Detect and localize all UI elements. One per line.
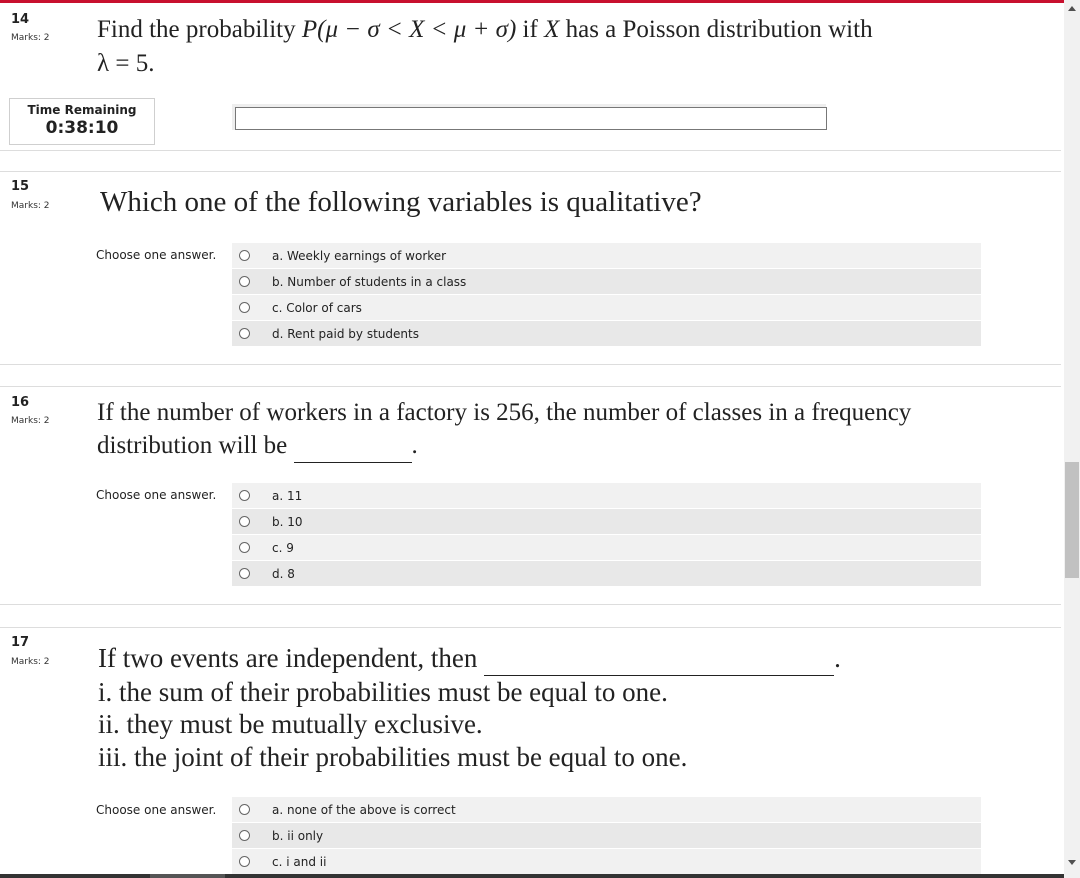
answer-option[interactable]	[232, 321, 981, 346]
option-label: c. Color of cars	[272, 300, 362, 315]
answer-option[interactable]	[232, 269, 981, 294]
answer-input[interactable]	[235, 107, 827, 130]
radio-button[interactable]	[239, 516, 250, 527]
answer-options	[232, 797, 981, 875]
radio-button[interactable]	[239, 804, 250, 815]
option-label: c. 9	[272, 540, 294, 555]
question-number: 16	[11, 395, 30, 410]
question-number: 14	[11, 12, 30, 27]
statement-ii: ii. they must be mutually exclusive.	[98, 709, 483, 739]
divider	[0, 171, 1061, 172]
option-label: b. 10	[272, 514, 303, 529]
option-label: a. none of the above is correct	[272, 802, 456, 817]
radio-button[interactable]	[239, 302, 250, 313]
choose-one-label: Choose one answer.	[96, 488, 217, 502]
answer-option[interactable]	[232, 797, 981, 822]
vertical-scrollbar[interactable]	[1064, 0, 1080, 878]
choose-one-label: Choose one answer.	[96, 248, 217, 262]
radio-button[interactable]	[239, 276, 250, 287]
option-label: d. Rent paid by students	[272, 326, 419, 341]
question-number: 15	[11, 179, 30, 194]
statement-i: i. the sum of their probabilities must be equal to one.	[98, 676, 668, 707]
radio-button[interactable]	[239, 830, 250, 841]
question-text-line: distribution will be	[97, 432, 288, 459]
question-text-part: if	[516, 16, 545, 43]
question-marks: Marks: 2	[11, 657, 50, 667]
horizontal-scrollbar-thumb[interactable]	[150, 874, 225, 878]
question-marks: Marks: 2	[11, 416, 50, 426]
answer-option[interactable]	[232, 243, 981, 268]
variable-x: X	[544, 16, 560, 43]
answer-option[interactable]	[232, 823, 981, 848]
top-accent-bar	[0, 0, 1064, 3]
question-text-line: If two events are independent, then	[98, 643, 478, 673]
divider	[0, 150, 1061, 151]
statement-iii: iii. the joint of their probabilities must be equal to one.	[98, 741, 688, 772]
question-marks: Marks: 2	[11, 201, 50, 211]
divider	[0, 627, 1061, 628]
question-text-punct: .	[411, 432, 418, 459]
option-label: d. 8	[272, 566, 295, 581]
divider	[0, 386, 1061, 387]
choose-one-label: Choose one answer.	[96, 803, 217, 817]
question-text	[97, 396, 997, 463]
fill-in-blank	[294, 429, 412, 463]
answer-options	[232, 483, 981, 587]
question-text	[97, 13, 873, 81]
time-remaining-box	[9, 98, 155, 145]
question-marks: Marks: 2	[11, 33, 50, 43]
option-label: b. Number of students in a class	[272, 274, 467, 289]
question-text: Which one of the following variables is qualitative?	[100, 186, 702, 218]
option-label: b. ii only	[272, 828, 324, 843]
probability-formula: P(μ − σ < X < μ + σ)	[301, 16, 517, 43]
radio-button[interactable]	[239, 250, 250, 261]
divider	[0, 604, 1061, 605]
option-label: a. Weekly earnings of worker	[272, 248, 447, 263]
radio-button[interactable]	[239, 542, 250, 553]
question-number: 17	[11, 635, 30, 650]
time-remaining-value: 0:38:10	[45, 118, 119, 138]
lambda-value: λ = 5.	[97, 50, 155, 77]
scroll-down-arrow-icon[interactable]	[1068, 860, 1076, 865]
option-label: a. 11	[272, 488, 303, 503]
radio-button[interactable]	[239, 328, 250, 339]
divider	[0, 364, 1061, 365]
question-text	[98, 642, 841, 773]
radio-button[interactable]	[239, 568, 250, 579]
question-text-line: If the number of workers in a factory is 256, the number of classes in a frequency	[97, 399, 912, 426]
answer-option[interactable]	[232, 295, 981, 320]
scroll-up-arrow-icon[interactable]	[1068, 6, 1076, 11]
question-text-punct: .	[834, 643, 841, 673]
time-remaining-label: Time Remaining	[27, 103, 137, 117]
question-text-part: has a Poisson distribution with	[559, 16, 873, 43]
radio-button[interactable]	[239, 490, 250, 501]
scrollbar-thumb[interactable]	[1065, 462, 1079, 578]
radio-button[interactable]	[239, 856, 250, 867]
answer-option[interactable]	[232, 509, 981, 534]
answer-option[interactable]	[232, 483, 981, 508]
answer-option[interactable]	[232, 535, 981, 560]
question-text-part: Find the probability	[97, 16, 302, 43]
answer-options	[232, 243, 981, 347]
fill-in-blank	[484, 642, 834, 676]
option-label: c. i and ii	[272, 854, 327, 869]
answer-option[interactable]	[232, 849, 981, 874]
answer-option[interactable]	[232, 561, 981, 586]
